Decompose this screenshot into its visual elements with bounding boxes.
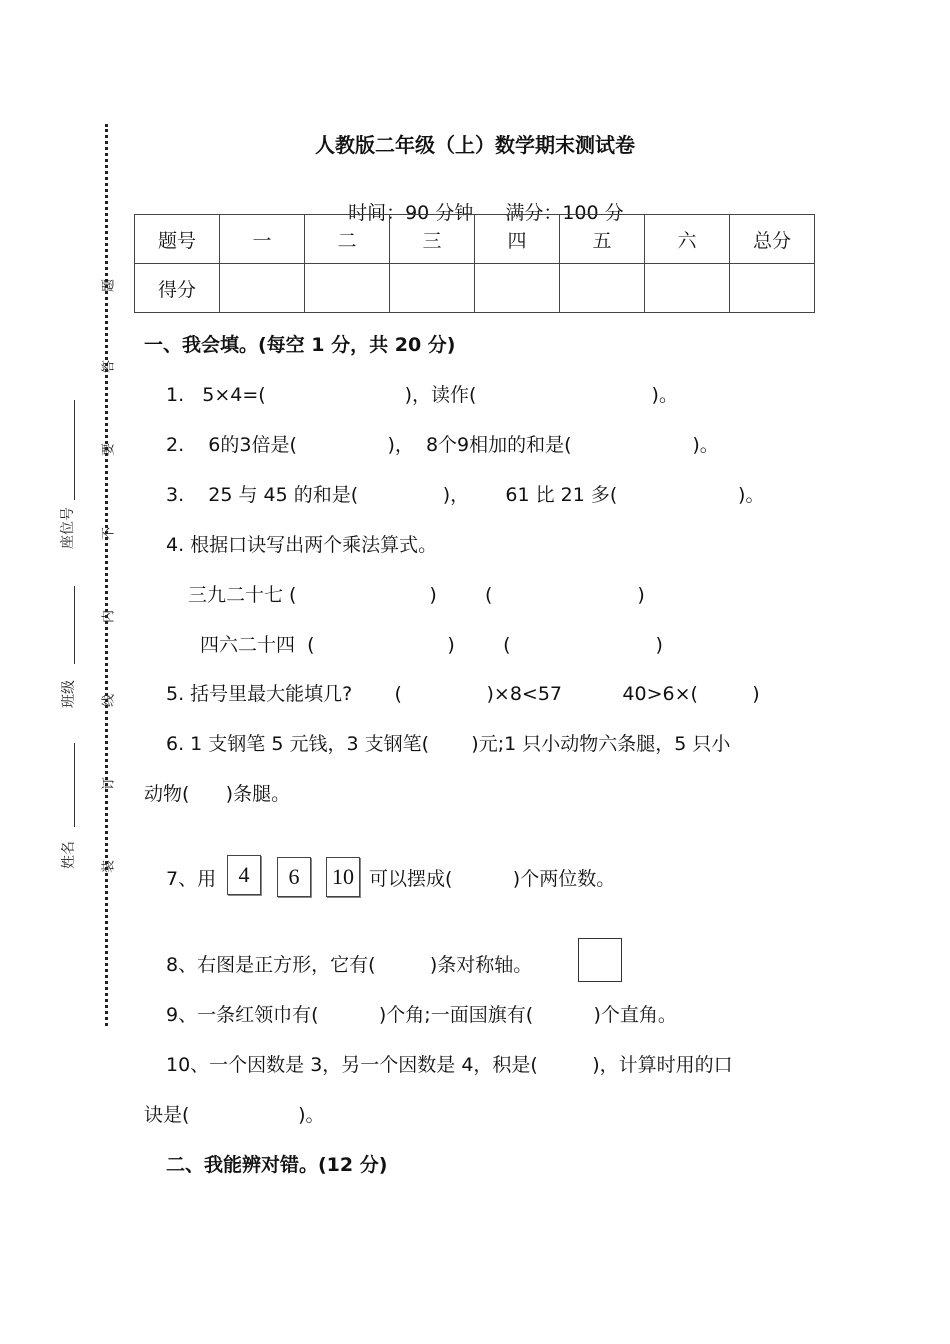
score-table-header-row	[135, 215, 815, 264]
class-label: 班级	[61, 680, 77, 708]
table-cell: 一	[220, 215, 305, 264]
margin-char: 订	[101, 777, 117, 791]
score-input-cell[interactable]	[560, 264, 645, 313]
section-2-heading: 二、我能辨对错。(12 分)	[166, 1154, 388, 1176]
question-9: 9、一条红领巾有( )个角;一面国旗有( )个直角。	[166, 1004, 677, 1026]
question-8: 8、右图是正方形，它有( )条对称轴。	[166, 954, 533, 976]
question-1: 1. 5×4=( )，读作( )。	[166, 384, 678, 406]
question-4a: 三九二十七 ( ) ( )	[188, 584, 645, 606]
score-table	[134, 214, 815, 313]
question-7-prefix: 7、用	[166, 868, 217, 890]
question-5: 5. 括号里最大能填几? ( )×8<57 40>6×( )	[166, 683, 760, 705]
question-6-line2: 动物( )条腿。	[144, 783, 291, 805]
name-blank[interactable]	[74, 743, 75, 827]
question-6-line1: 6. 1 支钢笔 5 元钱，3 支钢笔( )元;1 只小动物六条腿，5 只小	[166, 733, 731, 755]
table-cell: 六	[645, 215, 730, 264]
margin-char: 不	[101, 527, 117, 541]
score-input-cell[interactable]	[475, 264, 560, 313]
question-3: 3. 25 与 45 的和是( )， 61 比 21 多( )。	[166, 484, 765, 506]
score-input-cell[interactable]	[305, 264, 390, 313]
full-score: 满分：100 分	[505, 202, 624, 224]
seat-number-blank[interactable]	[74, 400, 75, 500]
number-card: 4	[227, 855, 261, 895]
score-input-cell[interactable]	[220, 264, 305, 313]
margin-char: 题	[101, 279, 117, 293]
margin-char: 内	[101, 610, 117, 624]
table-cell: 总分	[730, 215, 815, 264]
table-cell: 四	[475, 215, 560, 264]
seat-number-label: 座位号	[60, 507, 76, 549]
question-4: 4. 根据口诀写出两个乘法算式。	[166, 534, 438, 556]
question-7-suffix: 可以摆成( )个两位数。	[369, 868, 616, 890]
score-input-cell[interactable]	[730, 264, 815, 313]
exam-title: 人教版二年级（上）数学期末测试卷	[315, 133, 635, 157]
name-label: 姓名	[61, 841, 77, 869]
table-cell: 二	[305, 215, 390, 264]
number-card: 10	[326, 857, 360, 897]
table-cell: 得分	[135, 264, 220, 313]
question-2: 2. 6的3倍是( )， 8个9相加的和是( )。	[166, 434, 719, 456]
question-4b: 四六二十四 ( ) ( )	[200, 634, 663, 656]
table-cell: 五	[560, 215, 645, 264]
table-cell: 题号	[135, 215, 220, 264]
class-blank[interactable]	[74, 586, 75, 664]
question-10-line1: 10、一个因数是 3，另一个因数是 4，积是( )，计算时用的口	[166, 1054, 733, 1076]
time-limit: 时间：90 分钟	[348, 202, 474, 224]
score-table-score-row	[135, 264, 815, 313]
margin-char: 要	[101, 443, 117, 457]
margin-char: 答	[101, 360, 117, 374]
margin-char: 装	[101, 860, 117, 874]
score-input-cell[interactable]	[645, 264, 730, 313]
square-figure	[578, 938, 622, 982]
margin-char: 线	[101, 694, 117, 708]
score-input-cell[interactable]	[390, 264, 475, 313]
number-card: 6	[277, 857, 311, 897]
question-10-line2: 诀是( )。	[144, 1104, 325, 1126]
table-cell: 三	[390, 215, 475, 264]
binding-dotted-line	[105, 124, 108, 1026]
section-1-heading: 一、我会填。(每空 1 分，共 20 分)	[144, 334, 456, 356]
